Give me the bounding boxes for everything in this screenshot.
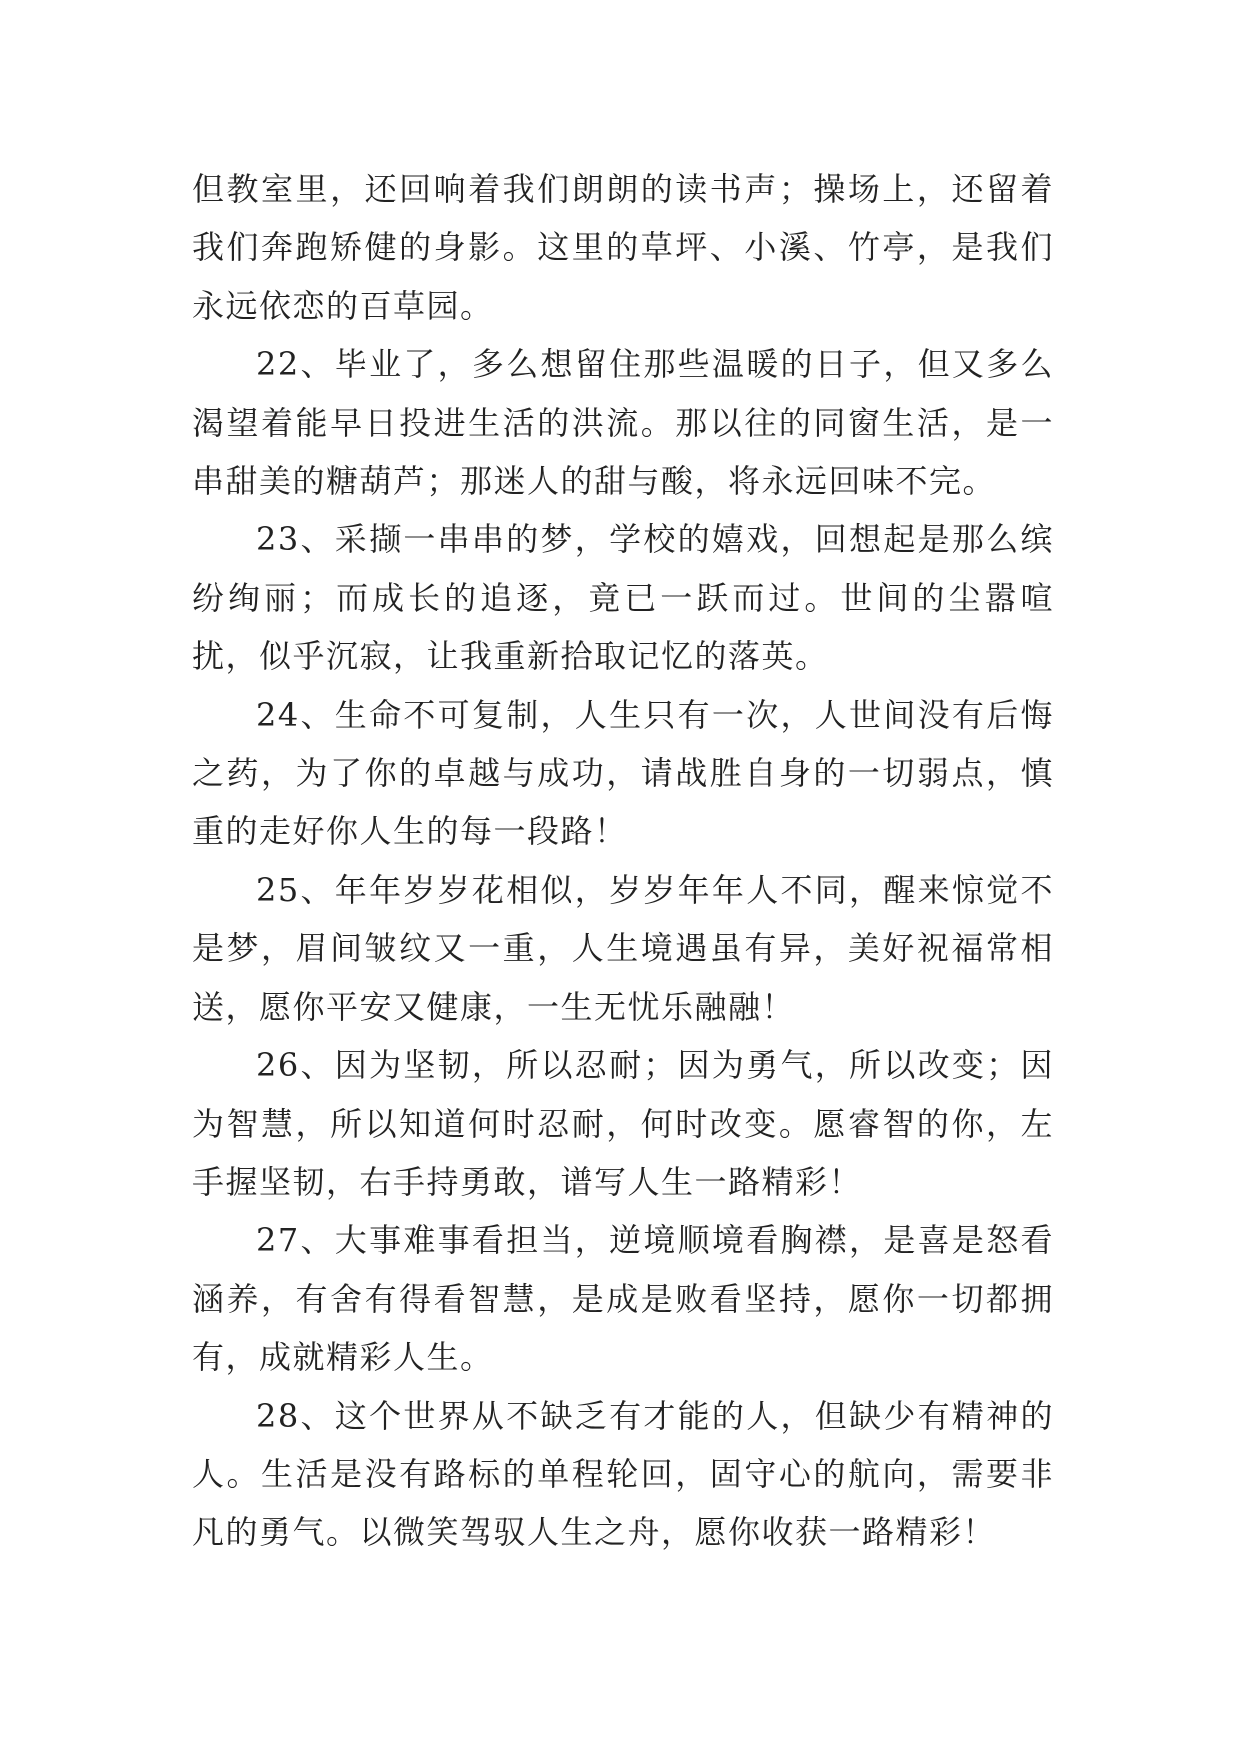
paragraph-27: 27、大事难事看担当，逆境顺境看胸襟，是喜是怒看涵养，有舍有得看智慧，是成是败看坚持，愿你一切都拥有，成就精彩人生。 (192, 1221, 1054, 1377)
paragraph-continued: 但教室里，还回响着我们朗朗的读书声；操场上，还留着我们奔跑矫健的身影。这里的草坪、小溪、竹亭，是我们永远依恋的百草园。 (192, 170, 1054, 325)
paragraph-28: 28、这个世界从不缺乏有才能的人，但缺少有精神的人。生活是没有路标的单程轮回，固守心的航向，需要非凡的勇气。以微笑驾驭人生之舟，愿你收获一路精彩！ (192, 1396, 1054, 1552)
paragraph-24: 24、生命不可复制，人生只有一次，人世间没有后悔之药，为了你的卓越与成功，请战胜自身的一切弱点，慎重的走好你人生的每一段路！ (192, 695, 1054, 851)
body-text (192, 160, 1054, 1562)
paragraph-23: 23、采撷一串串的梦，学校的嬉戏，回想起是那么缤纷绚丽；而成长的追逐，竟已一跃而过。世间的尘嚣喧扰，似乎沉寂，让我重新拾取记忆的落英。 (192, 520, 1054, 676)
paragraph-22: 22、毕业了，多么想留住那些温暖的日子，但又多么渴望着能早日投进生活的洪流。那以往的同窗生活，是一串甜美的糖葫芦；那迷人的甜与酸，将永远回味不完。 (192, 345, 1054, 501)
paragraph-26: 26、因为坚韧，所以忍耐；因为勇气，所以改变；因为智慧，所以知道何时忍耐，何时改变。愿睿智的你，左手握坚韧，右手持勇敢，谱写人生一路精彩！ (192, 1046, 1054, 1201)
paragraph-25: 25、年年岁岁花相似，岁岁年年人不同，醒来惊觉不是梦，眉间皱纹又一重，人生境遇虽有异，美好祝福常相送，愿你平安又健康，一生无忧乐融融！ (192, 870, 1054, 1026)
